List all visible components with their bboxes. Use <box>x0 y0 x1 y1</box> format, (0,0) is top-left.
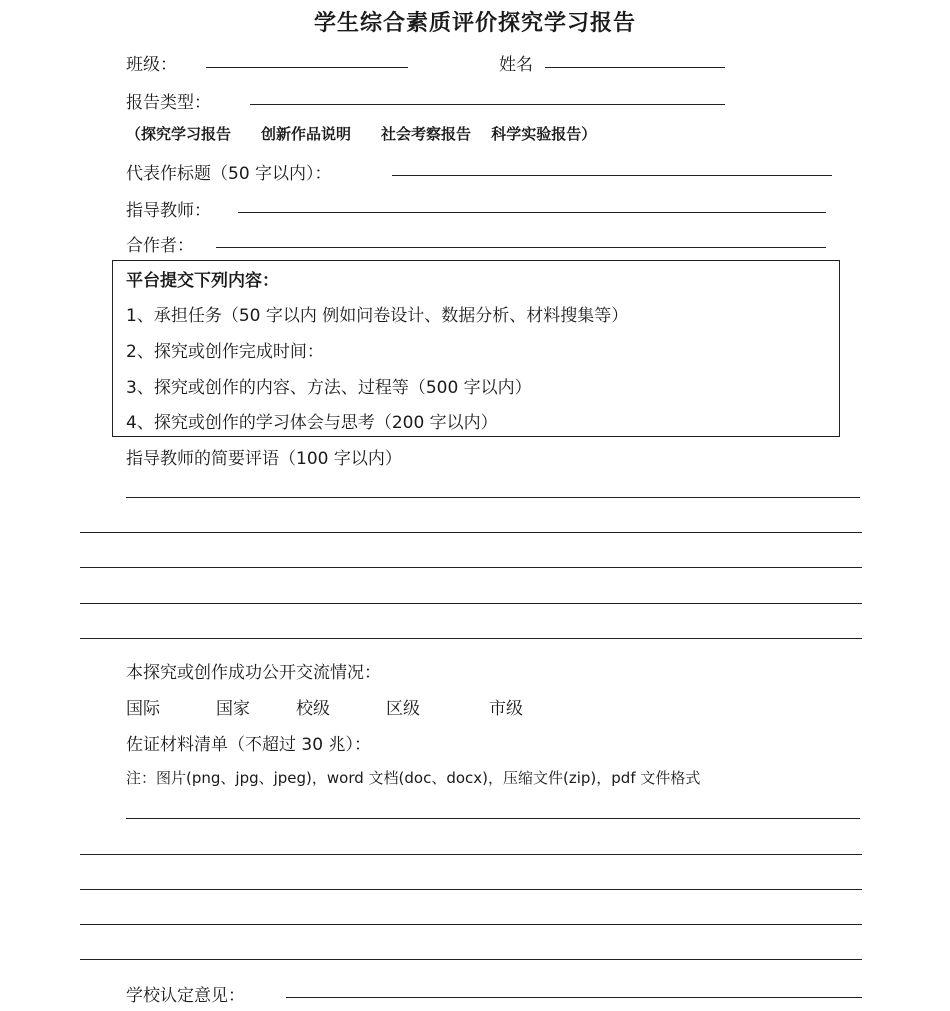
platform-item-4: 4、探究或创作的学习体会与思考（200 字以内） <box>126 413 498 433</box>
collaborator-label: 合作者： <box>126 236 194 256</box>
evidence-line-3[interactable] <box>80 889 862 890</box>
evidence-note: 注：图片(png、jpg、jpeg)，word 文档(doc、docx)，压缩文件(zip)，pdf 文件格式 <box>126 769 701 787</box>
advisor-field[interactable] <box>238 212 826 213</box>
exchange-level-school: 校级 <box>296 699 330 719</box>
evidence-label: 佐证材料清单（不超过 30 兆）： <box>126 735 371 755</box>
platform-item-1: 1、承担任务（50 字以内 例如问卷设计、数据分析、材料搜集等） <box>126 306 629 326</box>
work-title-field[interactable] <box>392 175 832 176</box>
platform-item-2: 2、探究或创作完成时间： <box>126 342 324 362</box>
exchange-level-city: 市级 <box>489 699 523 719</box>
exchange-level-international: 国际 <box>126 699 160 719</box>
evidence-line-1[interactable] <box>126 818 860 819</box>
name-label: 姓名 <box>499 55 533 75</box>
exchange-level-district: 区级 <box>386 699 420 719</box>
advisor-comment-line-4[interactable] <box>80 603 862 604</box>
name-field[interactable] <box>545 67 725 68</box>
exchange-label: 本探究或创作成功公开交流情况： <box>126 663 381 683</box>
exchange-level-national: 国家 <box>216 699 250 719</box>
evidence-line-4[interactable] <box>80 924 862 925</box>
advisor-comment-line-3[interactable] <box>80 567 862 568</box>
advisor-comment-line-5[interactable] <box>80 638 862 639</box>
work-title-label: 代表作标题（50 字以内）： <box>126 164 332 184</box>
page-title: 学生综合素质评价探究学习报告 <box>313 11 636 36</box>
collaborator-field[interactable] <box>216 247 826 248</box>
advisor-comment-line-2[interactable] <box>80 532 862 533</box>
class-field[interactable] <box>206 67 408 68</box>
report-type-label: 报告类型： <box>126 93 211 113</box>
report-type-field[interactable] <box>250 104 725 105</box>
school-opinion-field[interactable] <box>286 997 862 998</box>
platform-box-heading: 平台提交下列内容： <box>126 271 279 291</box>
advisor-comment-line-1[interactable] <box>126 497 860 498</box>
school-opinion-label: 学校认定意见： <box>126 986 245 1006</box>
evidence-line-2[interactable] <box>80 854 862 855</box>
evidence-line-5[interactable] <box>80 959 862 960</box>
class-label: 班级： <box>126 55 177 75</box>
advisor-comment-label: 指导教师的简要评语（100 字以内） <box>126 449 402 469</box>
platform-item-3: 3、探究或创作的内容、方法、过程等（500 字以内） <box>126 378 532 398</box>
report-type-options: （探究学习报告 创新作品说明 社会考察报告 科学实验报告） <box>126 125 597 143</box>
advisor-label: 指导教师： <box>126 201 211 221</box>
